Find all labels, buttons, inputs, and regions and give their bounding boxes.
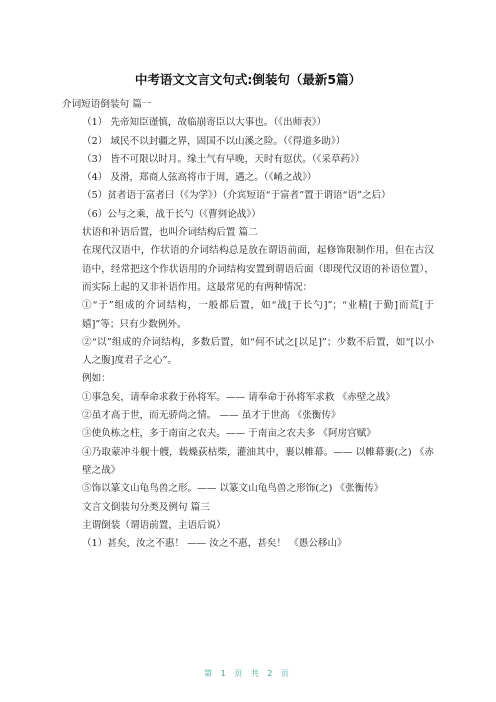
text-line: 介词短语倒装句 篇一 xyxy=(62,99,152,110)
text-line: 文言文倒装句分类及例句 篇三 xyxy=(82,501,210,513)
text-line: （5）贫者语于富者曰（《为学》）（介宾短语“于富者”置于谓语“语”之后） xyxy=(82,190,391,202)
text-line: （4） 及滑，郑商人弦高将市于周，遇之。（《崤之战》） xyxy=(82,172,317,184)
text-line: 主谓倒装（谓语前置，主语后说） xyxy=(82,519,226,531)
text-line: 状语和补语后置，也叫介词结构后置 篇二 xyxy=(82,227,258,239)
text-line: ②虽才高于世，而无骄尚之情。 —— 虽才于世高 《张衡传》 xyxy=(82,410,341,422)
text-line: ③使负栋之柱，多于南亩之农夫。—— 于南亩之农夫多 《阿房宫赋》 xyxy=(82,428,376,440)
page-footer: 第 1 页 共 2 页 xyxy=(204,669,292,678)
text-line: （1）甚矣，汝之不惠！ —— 汝之不惠，甚矣！ 《愚公移山》 xyxy=(82,538,347,550)
text-line: ④乃取蒙冲斗舰十艘，载燥荻枯柴，灌油其中，裹以帷幕。—— 以帷幕裹(之) 《赤壁之战》 xyxy=(82,446,434,476)
text-line: ⑤饰以篆文山龟鸟兽之形。—— 以篆文山龟鸟兽之形饰(之) 《张衡传》 xyxy=(82,483,384,495)
text-line: 在现代汉语中，作状语的介词结构总是放在谓语前面，起修饰限制作用，但在古汉语中，经常把这个作状语用的介词结构安置到谓语后面（即现代汉语的补语位置），而实际上起的又非补语作用。这最常见的有两种情况： xyxy=(82,245,434,293)
text-line: ①事急矣，请奉命求救于孙将军。—— 请奉命于孙将军求救 《赤壁之战》 xyxy=(82,391,396,403)
text-line: 例如： xyxy=(82,373,111,385)
document-title: 中考语文文言文句式:倒装句（最新5篇） xyxy=(134,72,362,87)
document-body xyxy=(62,96,434,553)
text-line: ①“于”组成的介词结构，一般都后置，如“战[于长勺]”；“业精[于勤]而荒[于嬉]”等；只有少数例外。 xyxy=(82,300,434,330)
text-line: （1） 先帝知臣谨慎，故临崩寄臣以大事也。（《出师表》） xyxy=(82,117,327,129)
text-line: ②“以”组成的介词结构，多数后置，如“何不试之[以足]”；少数不后置，如“[以小人之腹]度君子之心”。 xyxy=(82,336,434,367)
text-line: （6）公与之乘，战于长勺（《曹刿论战》） xyxy=(82,208,261,220)
text-line: （3） 皆不可限以时月。缘土气有早晚，天时有愆伏。（《采草药》） xyxy=(82,153,365,165)
text-line: （2） 域民不以封疆之界，固国不以山溪之险。（《得道多助》） xyxy=(82,135,346,147)
